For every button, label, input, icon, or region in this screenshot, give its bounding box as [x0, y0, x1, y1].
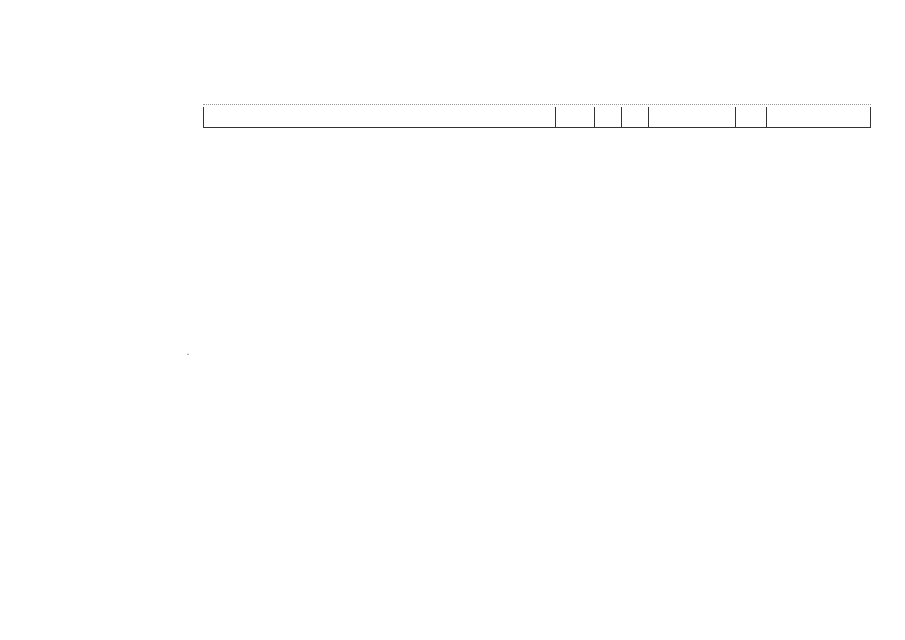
header-year	[767, 105, 870, 127]
table-header	[203, 104, 871, 128]
header-vr	[736, 105, 766, 127]
header-separator	[870, 107, 871, 127]
header-name	[203, 105, 555, 127]
header-ved	[556, 105, 594, 127]
header-pr	[622, 105, 648, 127]
header-rz	[595, 105, 621, 127]
scan-mark: ·	[186, 347, 190, 361]
header-csr	[649, 105, 734, 127]
